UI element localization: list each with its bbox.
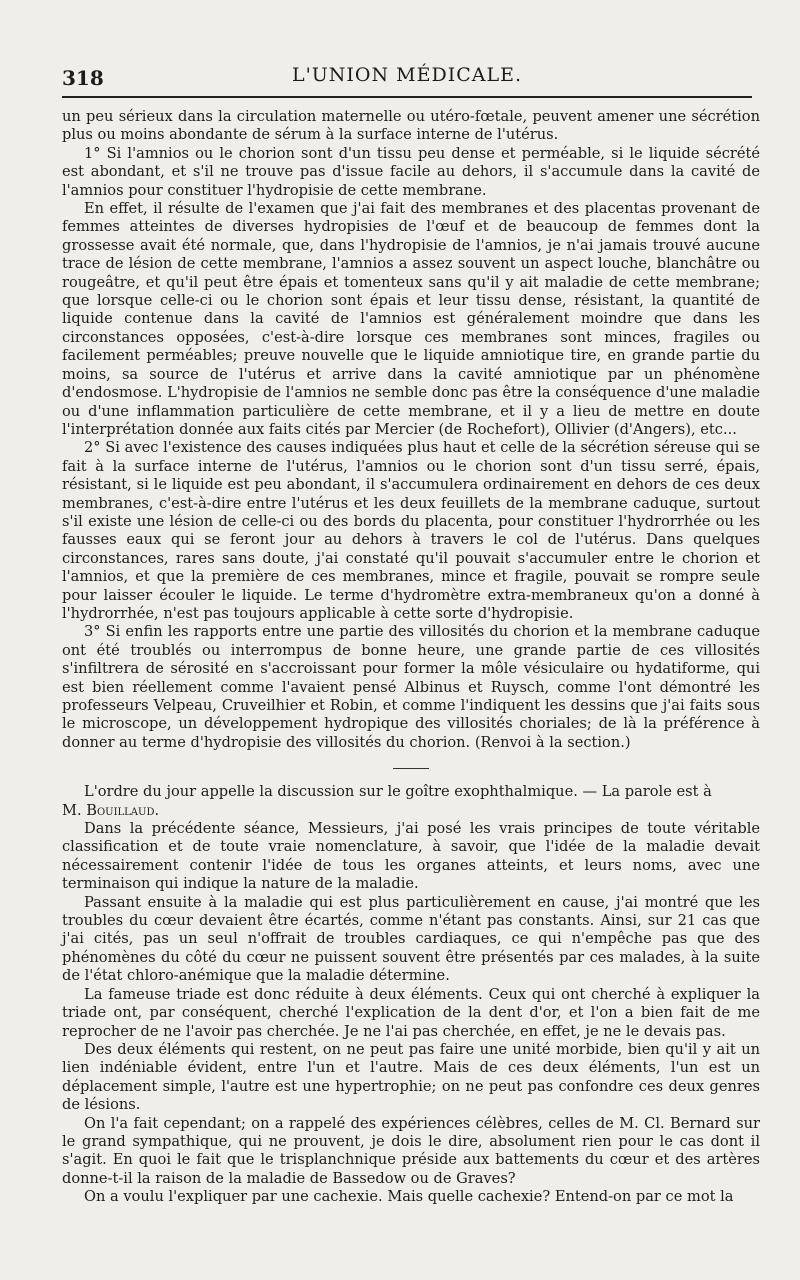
paragraph-third-point: 3° Si enfin les rapports entre une partie des villosités du chorion et la membrane caduque ont été troublés ou interrompus de bonne heure, une grande partie de ces villosités s'infiltrera de sérosité en s'accroissant pour former la môle vésiculaire ou hydatiforme, qui est bien réellement comme l'avaient pensé Albinus et Ruysch, comme l'ont démontré les professeurs Velpeau, Cruveilhier et Robin, et comme l'indiquent les dessins que j'ai faits sous le microscope, un développement hydropique des villosités choriales; de là la préférence à donner au terme d'hydropisie des villosités du chorion. (Renvoi à la section.) bbox=[62, 623, 760, 751]
speaker-line bbox=[62, 802, 760, 820]
section-divider bbox=[393, 768, 429, 769]
discussion-paragraph: La fameuse triade est donc réduite à deux éléments. Ceux qui ont cherché à expliquer la triade ont, par conséquent, cherché l'explication de la dent d'or, et l'on a bien fait de me reprocher de ne l'avoir pas cherchée. Je ne l'ai pas cherchée, en effet, je ne le devais pas. bbox=[62, 985, 760, 1040]
page-header bbox=[62, 60, 752, 98]
speaker-name: M. Bouillaud. bbox=[62, 801, 160, 819]
paragraph-amnios: 1° Si l'amnios ou le chorion sont d'un tissu peu dense et perméable, si le liquide sécrété est abondant, et s'il ne trouve pas d'issue facile au dehors, il s'accumule dans la cavité de l'amnios pour constituer l'hydropisie de cette membrane. bbox=[62, 144, 760, 199]
discussion-paragraph: Passant ensuite à la maladie qui est plus particulièrement en cause, j'ai montré que les troubles du cœur devaient être écartés, comme n'étant pas constants. Ainsi, sur 21 cas que j'ai cités, pas un seul n'offrait de troubles cardiaques, ce qui n'empêche pas que des phénomènes du côté du cœur ne puissent souvent être présentés par ces malades, à la suite de l'état chloro-anémique que la maladie détermine. bbox=[62, 893, 760, 985]
paragraph-second-point: 2° Si avec l'existence des causes indiquées plus haut et celle de la sécrétion séreuse qui se fait à la surface interne de l'utérus, l'amnios ou le chorion sont d'un tissu serré, épais, résistant, si le liquide est peu abondant, il s'accumulera ordinairement en dehors de ces deux membranes, c'est-à-dire entre l'utérus et les deux feuillets de la membrane caduque, surtout s'il existe une lésion de celle-ci ou des bords du placenta, pour constituer l'hydrorrhée ou les fausses eaux qui se feront jour au dehors à travers le col de l'utérus. Dans quelques circonstances, rares sans doute, j'ai constaté qu'il pouvait s'accumuler entre le chorion et l'amnios, et que la première de ces membranes, mince et fragile, pouvait se rompre seule pour laisser écouler le liquide. Le terme d'hydromètre extra-membraneux qu'on a donné à l'hydrorrhée, n'est pas toujours applicable à cette sorte d'hydropisie. bbox=[62, 439, 760, 622]
page-number: 318 bbox=[62, 66, 104, 90]
discussion-intro bbox=[62, 783, 760, 801]
running-title: L'UNION MÉDICALE. bbox=[291, 64, 523, 86]
paragraph-continuation: un peu sérieux dans la circulation maternelle ou utéro-fœtale, peuvent amener une sécrétion plus ou moins abondante de sérum à la surface interne de l'utérus. bbox=[62, 108, 760, 144]
discussion-intro-text: L'ordre du jour appelle la discussion sur le goître exophthalmique. — La parole est à bbox=[84, 783, 712, 801]
article-body bbox=[62, 108, 760, 1207]
paragraph-examen: En effet, il résulte de l'examen que j'ai fait des membranes et des placentas provenant de femmes atteintes de diverses hydropisies de l'œuf et de beaucoup de femmes dont la grossesse avait été normale, que, dans l'hydropisie de l'amnios, je n'ai jamais trouvé aucune trace de lésion de cette membrane, l'amnios a assez souvent un aspect louche, blanchâtre ou rougeâtre, et qu'il peut être épais et tomenteux sans qu'il y ait maladie de cette membrane; que lorsque celle-ci ou le chorion sont épais et leur tissu dense, résistant, la quantité de liquide contenue dans la cavité de l'amnios est généralement moindre que dans les circonstances opposées, c'est-à-dire lorsque ces membranes sont minces, fragiles ou facilement perméables; preuve nouvelle que le liquide amniotique tire, en grande partie du moins, sa source de l'utérus et arrive dans la cavité amniotique par un phénomène d'endosmose. L'hydropisie de l'amnios ne semble donc pas être la conséquence d'une maladie ou d'une inflammation particulière de cette membrane, et il y a lieu de mettre en doute l'interprétation donnée aux faits cités par Mercier (de Rochefort), Ollivier (d'Angers), etc... bbox=[62, 200, 760, 438]
discussion-paragraph: Des deux éléments qui restent, on ne peut pas faire une unité morbide, bien qu'il y ait un lien indéniable évident, entre l'un et l'autre. Mais de ces deux éléments, l'un est un déplacement simple, l'autre est une hypertrophie; on ne peut pas confondre ces deux genres de lésions. bbox=[62, 1040, 760, 1114]
discussion-paragraph: On l'a fait cependant; on a rappelé des expériences célèbres, celles de M. Cl. Bernard sur le grand sympathique, qui ne prouvent, je dois le dire, absolument rien pour le cas dont il s'agit. En quoi le fait que le trisplanchnique préside aux battements du cœur et des artères donne-t-il la raison de la maladie de Bassedow ou de Graves? bbox=[62, 1114, 760, 1187]
discussion-paragraph: Dans la précédente séance, Messieurs, j'ai posé les vrais principes de toute véritable classification et de toute vraie nomenclature, à savoir, que l'idée de la maladie devait nécessairement contenir l'idée de tous les organes atteints, et leurs noms, avec une terminaison qui indique la nature de la maladie. bbox=[62, 820, 760, 893]
discussion-paragraph: On a voulu l'expliquer par une cachexie. Mais quelle cachexie? Entend-on par ce mot la bbox=[84, 1188, 734, 1206]
